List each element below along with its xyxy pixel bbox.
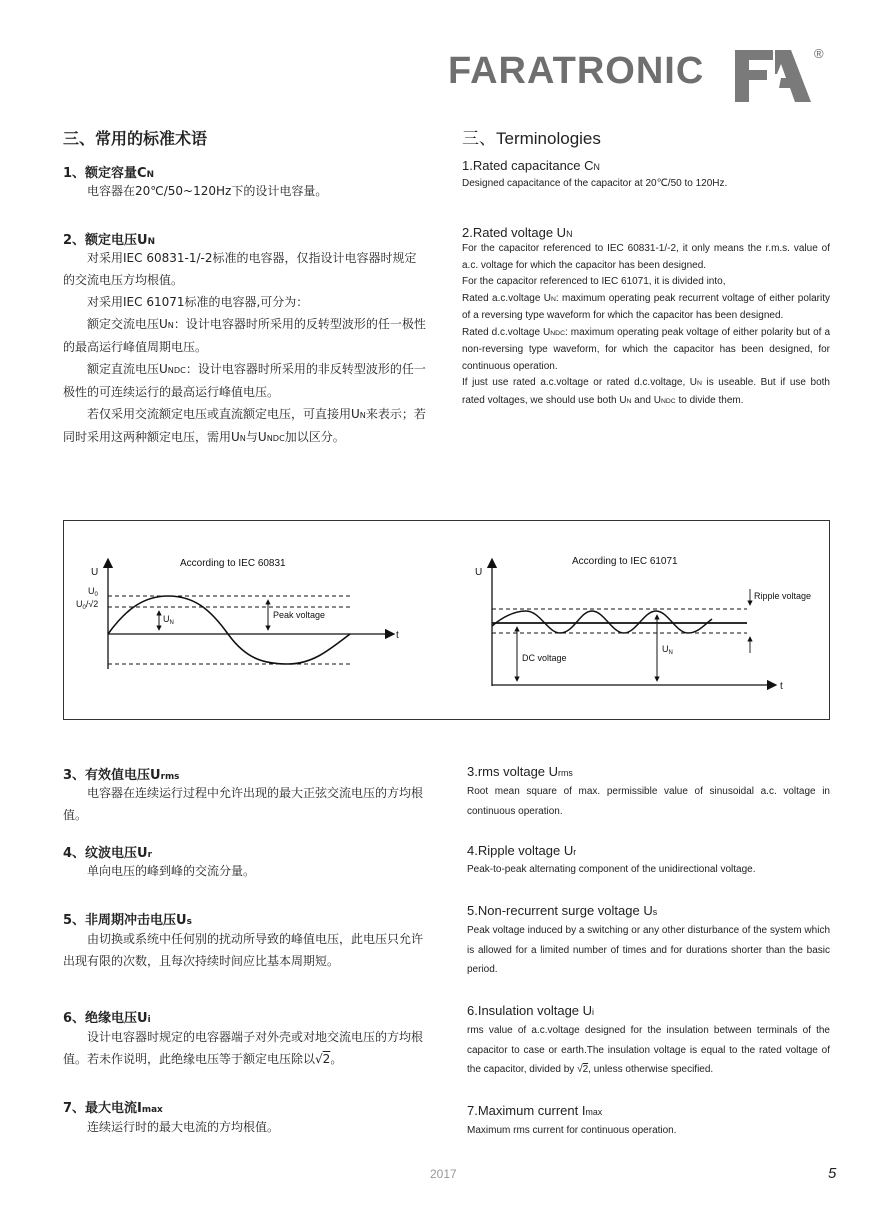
en-s2-body — [462, 241, 830, 410]
cn-s2-p1: 对采用IEC 60831-1/-2标准的电容器，仅指设计电容器时规定的交流电压方均根值。 — [63, 251, 417, 287]
en-s2-p5: If just use rated a.c.voltage or rated d.c.voltage, UN is useable. But if use both rated voltages, we should use both UN and UNDC to divide them. — [462, 377, 830, 406]
left-un-label: $U_N$ — [163, 614, 174, 626]
footer-year: 2017 — [430, 1167, 457, 1181]
left-u0-sqrt2-label: $U_0/√2$ — [76, 599, 99, 611]
left-peak-label: Peak voltage — [273, 610, 326, 620]
en-s7-title: 7.Maximum current Imax — [467, 1103, 603, 1118]
voltage-diagram-frame — [63, 520, 830, 720]
right-ripple-label: Ripple voltage — [754, 591, 812, 601]
cn-s5-text: 由切换或系统中任何别的扰动所导致的峰值电压，此电压只允许出现有限的次数，且每次持续时间应比基本周期短。 — [63, 932, 424, 968]
cn-section-title: 三、常用的标准术语 — [63, 129, 208, 148]
en-s1-title: 1.Rated capacitance CN — [462, 158, 600, 173]
iec61071-diagram — [475, 556, 811, 692]
cn-s5-title: 5、非周期冲击电压Us — [63, 913, 192, 928]
en-s2-p3: Rated a.c.voltage UN: maximum operating peak recurrent voltage of either polarity of a reversing type waveform for which the capacitor has been designed. — [462, 292, 831, 321]
en-s2-p4: Rated d.c.voltage UNDC: maximum operating peak voltage of either polarity but of a non-reversing type waveform, for which the capacitor has been designed, for continuous operation. — [462, 326, 831, 372]
en-s2-p2: For the capacitor referenced to IEC 61071, it is divided into, — [462, 276, 726, 287]
left-caption: According to IEC 60831 — [180, 558, 286, 569]
voltage-diagrams — [64, 521, 831, 721]
right-caption: According to IEC 61071 — [572, 556, 678, 567]
en-s7-text: Maximum rms current for continuous operation. — [467, 1125, 677, 1136]
en-s4-title: 4.Ripple voltage Ur — [467, 843, 577, 858]
left-y-label: U — [91, 567, 99, 578]
right-x-label: t — [780, 681, 783, 692]
iec60831-diagram — [76, 558, 399, 669]
cn-s1-text: 电容器在20℃/50~120Hz下的设计电容量。 — [87, 184, 328, 198]
cn-s2-p3: 额定交流电压UN：设计电容器时所采用的反转型波形的任一极性的最高运行峰值周期电压。 — [63, 317, 426, 354]
cn-s7-text: 连续运行时的最大电流的方均根值。 — [87, 1120, 280, 1134]
cn-s3-text: 电容器在连续运行过程中允许出现的最大正弦交流电压的方均根值。 — [63, 786, 424, 822]
right-y-label: U — [475, 567, 483, 578]
en-s3-title: 3.rms voltage Urms — [467, 764, 573, 779]
en-s1-text: Designed capacitance of the capacitor at 20℃/50 to 120Hz. — [462, 178, 728, 189]
cn-s4-text: 单向电压的峰到峰的交流分量。 — [87, 864, 256, 878]
faratronic-logo-icon — [733, 46, 813, 104]
left-u0-label: $U_0$ — [88, 586, 98, 598]
page-number: 5 — [828, 1165, 837, 1182]
cn-s7-title: 7、最大电流Imax — [63, 1101, 163, 1116]
cn-s2-p4: 额定直流电压UNDC：设计电容器时所采用的非反转型波形的任一极性的可连续运行的最高运行峰值电压。 — [63, 362, 426, 399]
en-s5-title: 5.Non-recurrent surge voltage Us — [467, 903, 658, 918]
right-un-label: $U_N$ — [662, 644, 673, 656]
en-s6-text: rms value of a.c.voltage designed for the insulation between terminals of the capacitor to case or earth.The insulation voltage is equal to the rated voltage of the capacitor, divided by √2, unless otherwise specified. — [467, 1025, 830, 1075]
cn-s2-p2: 对采用IEC 61071标准的电容器,可分为： — [87, 295, 309, 309]
right-dc-label: DC voltage — [522, 653, 567, 663]
cn-s6-text: 设计电容器时规定的电容器端子对外壳或对地交流电压的方均根值。若未作说明，此绝缘电压等于额定电压除以√2。 — [63, 1030, 424, 1066]
left-x-label: t — [396, 630, 399, 641]
en-s2-title: 2.Rated voltage UN — [462, 225, 573, 240]
cn-s2-title: 2、额定电压UN — [63, 233, 155, 248]
cn-s2-body — [63, 247, 427, 449]
en-s5-text: Peak voltage induced by a switching or any other disturbance of the system which is allowed for a limited number of times and for durations shorter than the basic period. — [467, 925, 830, 975]
en-section-title: 三、Terminologies — [462, 129, 601, 148]
cn-s2-p5: 若仅采用交流额定电压或直流额定电压，可直接用UN来表示；若同时采用这两种额定电压，需用UN与UNDC加以区分。 — [63, 407, 426, 444]
left-sine-wave — [108, 596, 350, 664]
registered-mark: ® — [814, 46, 824, 61]
en-s3-text: Root mean square of max. permissible value of sinusoidal a.c. voltage in continuous operation. — [467, 786, 830, 817]
brand-name: FARATRONIC — [448, 50, 705, 92]
cn-s4-title: 4、纹波电压Ur — [63, 846, 152, 861]
cn-s3-title: 3、有效值电压Urms — [63, 768, 180, 783]
en-s6-title: 6.Insulation voltage Ui — [467, 1003, 594, 1018]
right-ripple-wave — [492, 611, 712, 633]
en-s2-p1: For the capacitor referenced to IEC 60831-1/-2, it only means the r.m.s. value of a.c. voltage for which the capacitor has been designed. — [462, 243, 830, 271]
cn-s6-title: 6、绝缘电压Ui — [63, 1011, 151, 1026]
cn-s1-title: 1、额定容量CN — [63, 166, 154, 181]
en-s4-text: Peak-to-peak alternating component of the unidirectional voltage. — [467, 864, 756, 875]
